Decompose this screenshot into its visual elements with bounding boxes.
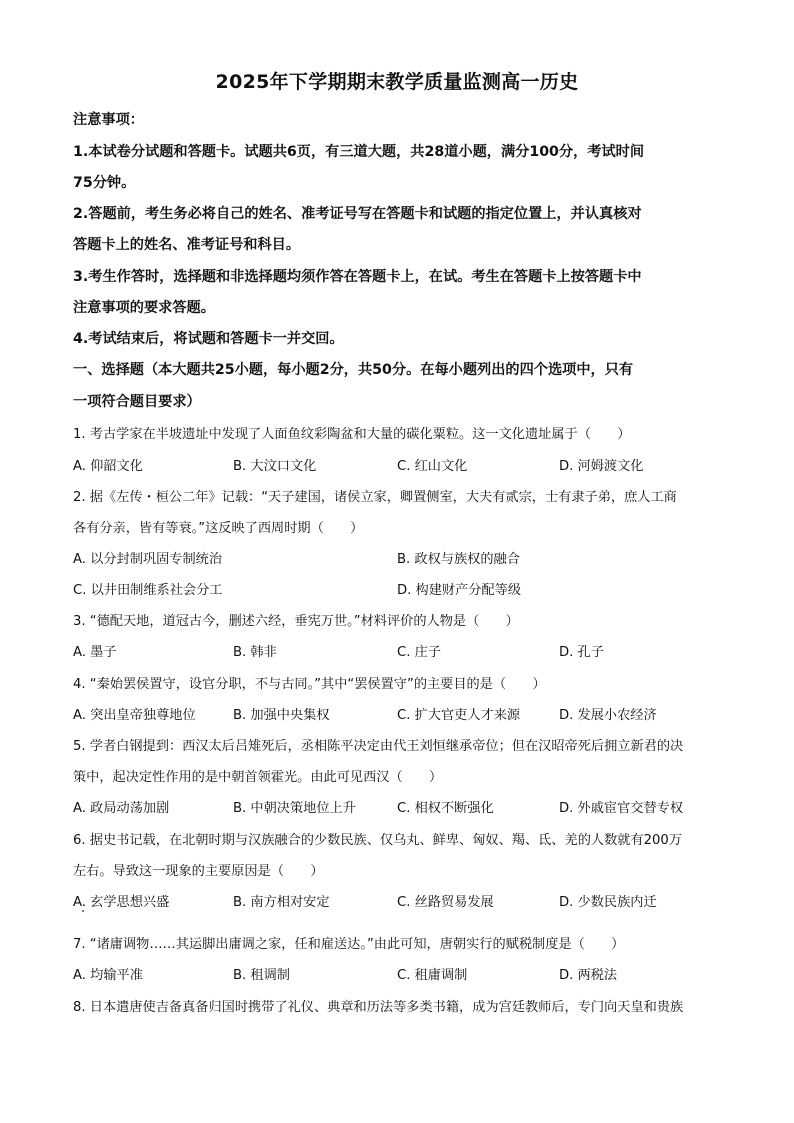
question-stem: 6. 据史书记载，在北朝时期与汉族融合的少数民族、仅乌丸、鲜卑、匈奴、羯、氐、羌的人数就有200万: [73, 833, 683, 848]
option-d: D. 外戚宦官交替专权: [559, 801, 684, 816]
option-c: C. 扩大官吏人才来源: [397, 708, 521, 723]
option-a: A. 突出皇帝独尊地位: [73, 708, 196, 723]
section-heading: 一项符合题目要求）: [73, 394, 201, 410]
option-d: D. 河姆渡文化: [559, 459, 644, 474]
option-a: A. 均输平准: [73, 968, 143, 983]
notice-heading: 注意事项：: [73, 112, 144, 128]
question-stem: 5. 学者白钢提到：西汉太后吕雉死后，丞相陈平决定由代王刘恒继承帝位；但在汉昭帝死后拥立新君的决: [73, 739, 684, 754]
option-c: C. 丝路贸易发展: [397, 895, 494, 910]
page-title: 2025年下学期期末教学质量监测高一历史: [215, 71, 579, 93]
option-b: B. 中朝决策地位上升: [233, 801, 356, 816]
option-d: D. 少数民族内迁: [559, 895, 657, 910]
option-b: B. 政权与族权的融合: [397, 552, 520, 567]
scan-speck: [82, 910, 84, 912]
option-a: A. 玄学思想兴盛: [73, 895, 170, 910]
notice-item: 75分钟。: [73, 175, 136, 191]
option-c: C. 以井田制维系社会分工: [73, 583, 223, 598]
question-stem: 4. “秦始罢侯置守，设官分职，不与古同。”其中“罢侯置守”的主要目的是（ ）: [73, 677, 546, 692]
option-c: C. 租庸调制: [397, 968, 468, 983]
question-stem: 1. 考古学家在半坡遗址中发现了人面鱼纹彩陶盆和大量的碳化粟粒。这一文化遗址属于（ ）: [73, 427, 631, 442]
question-stem: 2. 据《左传・桓公二年》记载：“天子建国，诸侯立家，卿置侧室，大夫有贰宗，士有隶子弟，庶人工商: [73, 490, 677, 505]
question-stem: 7. “诸庸调物……其运脚出庸调之家，任和雇送达。”由此可知，唐朝实行的赋税制度是（ ）: [73, 937, 625, 952]
notice-item: 1.本试卷分试题和答题卡。试题共6页，有三道大题，共28道小题，满分100分，考试时间: [73, 144, 645, 160]
question-stem: 左右。导致这一现象的主要原因是（ ）: [73, 864, 324, 879]
option-d: D. 发展小农经济: [559, 708, 657, 723]
section-heading: 一、选择题（本大题共25小题，每小题2分，共50分。在每小题列出的四个选项中，只有: [73, 362, 634, 378]
question-stem: 各有分亲，皆有等衰。”这反映了西周时期（ ）: [73, 521, 364, 536]
option-a: A. 墨子: [73, 645, 117, 660]
question-stem: 3. “德配天地，道冠古今，删述六经，垂宪万世。”材料评价的人物是（ ）: [73, 614, 519, 629]
option-b: B. 租调制: [233, 968, 290, 983]
option-c: C. 相权不断强化: [397, 801, 494, 816]
option-b: B. 加强中央集权: [233, 708, 330, 723]
option-a: A. 政局动荡加剧: [73, 801, 170, 816]
option-a: A. 以分封制巩固专制统治: [73, 552, 223, 567]
notice-item: 2.答题前，考生务必将自己的姓名、准考证号写在答题卡和试题的指定位置上，并认真核对: [73, 206, 642, 222]
option-d: D. 构建财产分配等级: [397, 583, 522, 598]
question-stem: 策中，起决定性作用的是中朝首领霍光。由此可见西汉（ ）: [73, 770, 443, 785]
option-a: A. 仰韶文化: [73, 459, 143, 474]
notice-item: 3.考生作答时，选择题和非选择题均须作答在答题卡上，在试。考生在答题卡上按答题卡中: [73, 269, 642, 285]
notice-item: 注意事项的要求答题。: [73, 300, 215, 316]
notice-item: 4.考试结束后，将试题和答题卡一并交回。: [73, 331, 344, 347]
notice-item: 答题卡上的姓名、准考证号和科目。: [73, 237, 301, 253]
option-c: C. 红山文化: [397, 459, 468, 474]
option-d: D. 孔子: [559, 645, 604, 660]
option-d: D. 两税法: [559, 968, 618, 983]
question-stem: 8. 日本遣唐使吉备真备归国时携带了礼仪、典章和历法等多类书籍，成为宫廷教师后，专门向天皇和贵族: [73, 1000, 684, 1015]
option-b: B. 韩非: [233, 645, 277, 660]
option-b: B. 南方相对安定: [233, 895, 330, 910]
option-b: B. 大汶口文化: [233, 459, 317, 474]
option-c: C. 庄子: [397, 645, 441, 660]
